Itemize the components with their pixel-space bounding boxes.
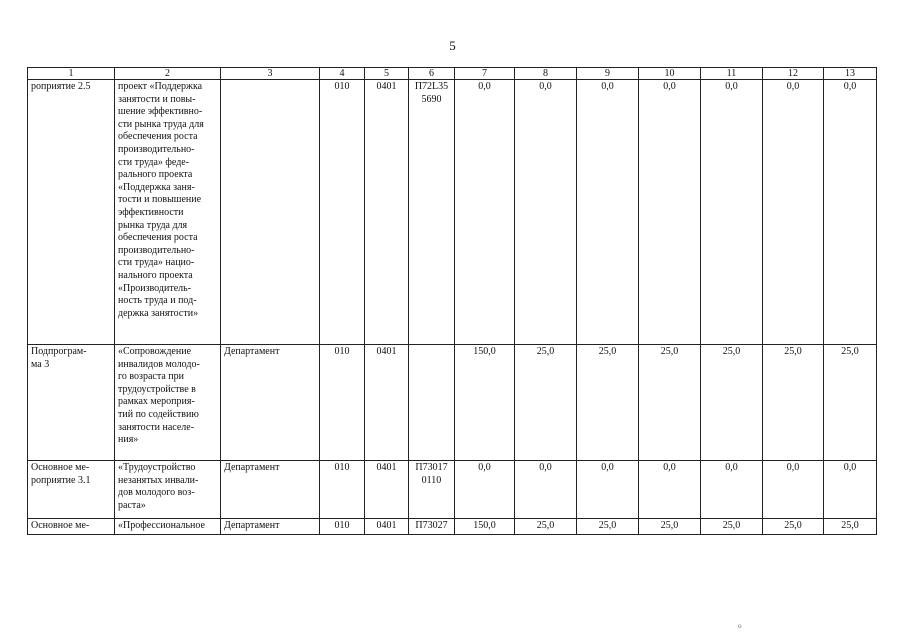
cell-col-5: 0401	[365, 461, 409, 519]
column-header-4: 4	[320, 68, 365, 80]
cell-col-9: 25,0	[577, 519, 639, 535]
column-header-7: 7	[455, 68, 515, 80]
row-name-cell: Подпрограм- ма 3	[28, 345, 115, 461]
budget-table	[27, 67, 877, 535]
column-header-2: 2	[115, 68, 221, 80]
cell-col-10: 0,0	[639, 80, 701, 345]
cell-col-10: 0,0	[639, 461, 701, 519]
cell-col-13: 0,0	[824, 461, 877, 519]
cell-col-4: 010	[320, 80, 365, 345]
row-name-cell: Основное ме- роприятие 3.1	[28, 461, 115, 519]
cell-col-12: 25,0	[763, 345, 824, 461]
cell-col-13: 25,0	[824, 345, 877, 461]
cell-col-12: 0,0	[763, 80, 824, 345]
column-header-11: 11	[701, 68, 763, 80]
column-header-5: 5	[365, 68, 409, 80]
cell-col-4: 010	[320, 519, 365, 535]
column-header-6: 6	[409, 68, 455, 80]
column-header-3: 3	[221, 68, 320, 80]
cell-col-11: 25,0	[701, 519, 763, 535]
column-header-10: 10	[639, 68, 701, 80]
cell-col-6: П73017 0110	[409, 461, 455, 519]
table-row	[28, 345, 877, 461]
column-header-13: 13	[824, 68, 877, 80]
cell-col-4: 010	[320, 345, 365, 461]
column-header-9: 9	[577, 68, 639, 80]
cell-col-9: 0,0	[577, 461, 639, 519]
cell-col-13: 25,0	[824, 519, 877, 535]
cell-col-13: 0,0	[824, 80, 877, 345]
column-header-12: 12	[763, 68, 824, 80]
row-description-cell: «Сопровождение инвалидов молодо- го возраста при трудоустройстве в рамках мероприя- тий по содействию занятости населе- ния»	[115, 345, 221, 461]
cell-col-7: 0,0	[455, 80, 515, 345]
cell-col-6: П73027	[409, 519, 455, 535]
cell-col-8: 25,0	[515, 345, 577, 461]
cell-col-5: 0401	[365, 80, 409, 345]
cell-col-6	[409, 345, 455, 461]
cell-col-7: 150,0	[455, 345, 515, 461]
cell-col-5: 0401	[365, 345, 409, 461]
cell-col-11: 25,0	[701, 345, 763, 461]
cell-col-9: 0,0	[577, 80, 639, 345]
column-header-8: 8	[515, 68, 577, 80]
cell-col-8: 25,0	[515, 519, 577, 535]
row-name-cell: роприятие 2.5	[28, 80, 115, 345]
cell-col-8: 0,0	[515, 461, 577, 519]
cell-col-4: 010	[320, 461, 365, 519]
cell-col-10: 25,0	[639, 345, 701, 461]
cell-col-12: 0,0	[763, 461, 824, 519]
cell-col-7: 0,0	[455, 461, 515, 519]
row-description-cell: проект «Поддержка занятости и повы- шение эффективно- сти рынка труда для обеспечения роста производительно- сти труда» феде- рального проекта «Поддержка заня- тости и повышение эффективности рынка труда для обеспечения роста производительно- сти труда» нацио- нального проекта «Производитель- ность труда и под- держка занятости»	[115, 80, 221, 345]
row-responsible-cell: Департамент	[221, 345, 320, 461]
column-header-1: 1	[28, 68, 115, 80]
cell-col-11: 0,0	[701, 461, 763, 519]
cell-col-8: 0,0	[515, 80, 577, 345]
cell-col-6: П72L35 5690	[409, 80, 455, 345]
corner-mark: о	[738, 622, 742, 630]
row-responsible-cell	[221, 80, 320, 345]
table-row	[28, 80, 877, 345]
cell-col-9: 25,0	[577, 345, 639, 461]
page-number: 5	[449, 38, 456, 53]
cell-col-5: 0401	[365, 519, 409, 535]
header-row	[28, 68, 877, 80]
table-row	[28, 461, 877, 519]
row-description-cell: «Профессиональное	[115, 519, 221, 535]
cell-col-12: 25,0	[763, 519, 824, 535]
table-row	[28, 519, 877, 535]
row-responsible-cell: Департамент	[221, 461, 320, 519]
row-description-cell: «Трудоустройство незанятых инвали- дов молодого воз- раста»	[115, 461, 221, 519]
row-responsible-cell: Департамент	[221, 519, 320, 535]
cell-col-10: 25,0	[639, 519, 701, 535]
cell-col-11: 0,0	[701, 80, 763, 345]
cell-col-7: 150,0	[455, 519, 515, 535]
row-name-cell: Основное ме-	[28, 519, 115, 535]
